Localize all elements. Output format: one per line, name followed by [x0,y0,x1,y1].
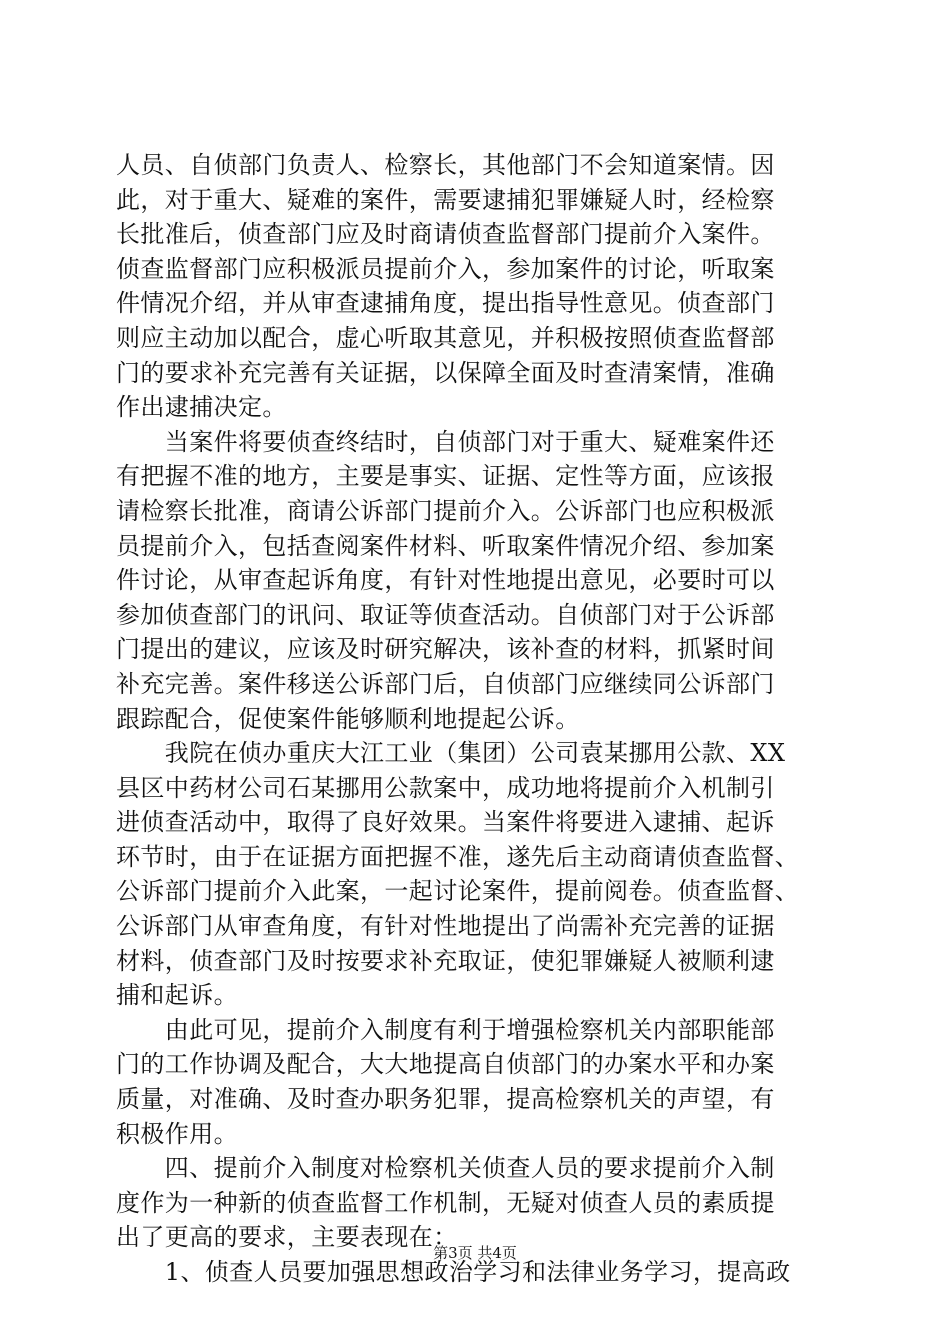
text-line: 积极作用。 [116,1119,238,1148]
text-line: 门的要求补充完善有关证据，以保障全面及时查清案情，准确 [116,358,775,387]
text-line: 门提出的建议，应该及时研究解决，该补查的材料，抓紧时间 [116,635,775,664]
page-footer: 第3页 共4页 [433,1244,517,1262]
text-line: 补充完善。案件移送公诉部门后，自侦部门应继续同公诉部门 [116,669,775,698]
text-line: 公诉部门从审查角度，有针对性地提出了尚需补充完善的证据 [116,912,775,941]
text-line: 请检察长批准，商请公诉部门提前介入。公诉部门也应积极派 [116,496,775,525]
text-line: 县区中药材公司石某挪用公款案中，成功地将提前介入机制引 [116,773,775,802]
text-line: 门的工作协调及配合，大大地提高自侦部门的办案水平和办案 [116,1050,775,1079]
text-line: 四、提前介入制度对检察机关侦查人员的要求提前介入制 [116,1154,775,1183]
text-line: 参加侦查部门的讯问、取证等侦查活动。自侦部门对于公诉部 [116,600,775,629]
text-line: 件讨论，从审查起诉角度，有针对性地提出意见，必要时可以 [116,566,775,595]
text-line: 作出逮捕决定。 [116,393,287,422]
text-line: 材料，侦查部门及时按要求补充取证，使犯罪嫌疑人被顺利逮 [116,946,775,975]
text-line: 有把握不准的地方，主要是事实、证据、定性等方面，应该报 [116,462,775,491]
text-line: 公诉部门提前介入此案，一起讨论案件，提前阅卷。侦查监督、 [116,877,800,906]
text-line: 侦查监督部门应积极派员提前介入，参加案件的讨论，听取案 [116,254,775,283]
text-line: 则应主动加以配合，虚心听取其意见，并积极按照侦查监督部 [116,323,775,352]
text-line: 长批准后，侦查部门应及时商请侦查监督部门提前介入案件。 [116,220,775,249]
body-text [116,148,836,1290]
text-line: 跟踪配合，促使案件能够顺利地提起公诉。 [116,704,580,733]
text-line: 进侦查活动中，取得了良好效果。当案件将要进入逮捕、起诉 [116,808,775,837]
text-line: 由此可见，提前介入制度有利于增强检察机关内部职能部 [116,1015,775,1044]
text-line: 环节时，由于在证据方面把握不准，遂先后主动商请侦查监督、 [116,842,800,871]
text-line: 件情况介绍，并从审查逮捕角度，提出指导性意见。侦查部门 [116,289,775,318]
text-line: 我院在侦办重庆大江工业（集团）公司袁某挪用公款、XX [116,739,786,768]
text-line: 度作为一种新的侦查监督工作机制，无疑对侦查人员的素质提 [116,1188,775,1217]
text-line: 捕和起诉。 [116,981,238,1010]
text-line: 质量，对准确、及时查办职务犯罪，提高检察机关的声望，有 [116,1085,775,1114]
text-line: 1、侦查人员要加强思想政治学习和法律业务学习，提高政 [116,1258,791,1286]
text-line: 此，对于重大、疑难的案件，需要逮捕犯罪嫌疑人时，经检察 [116,185,775,214]
text-line: 人员、自侦部门负责人、检察长，其他部门不会知道案情。因 [116,151,775,179]
text-line: 出了更高的要求，主要表现在： [116,1223,458,1252]
text-line: 当案件将要侦查终结时，自侦部门对于重大、疑难案件还 [116,427,775,456]
text-line: 员提前介入，包括查阅案件材料、听取案件情况介绍、参加案 [116,531,775,560]
